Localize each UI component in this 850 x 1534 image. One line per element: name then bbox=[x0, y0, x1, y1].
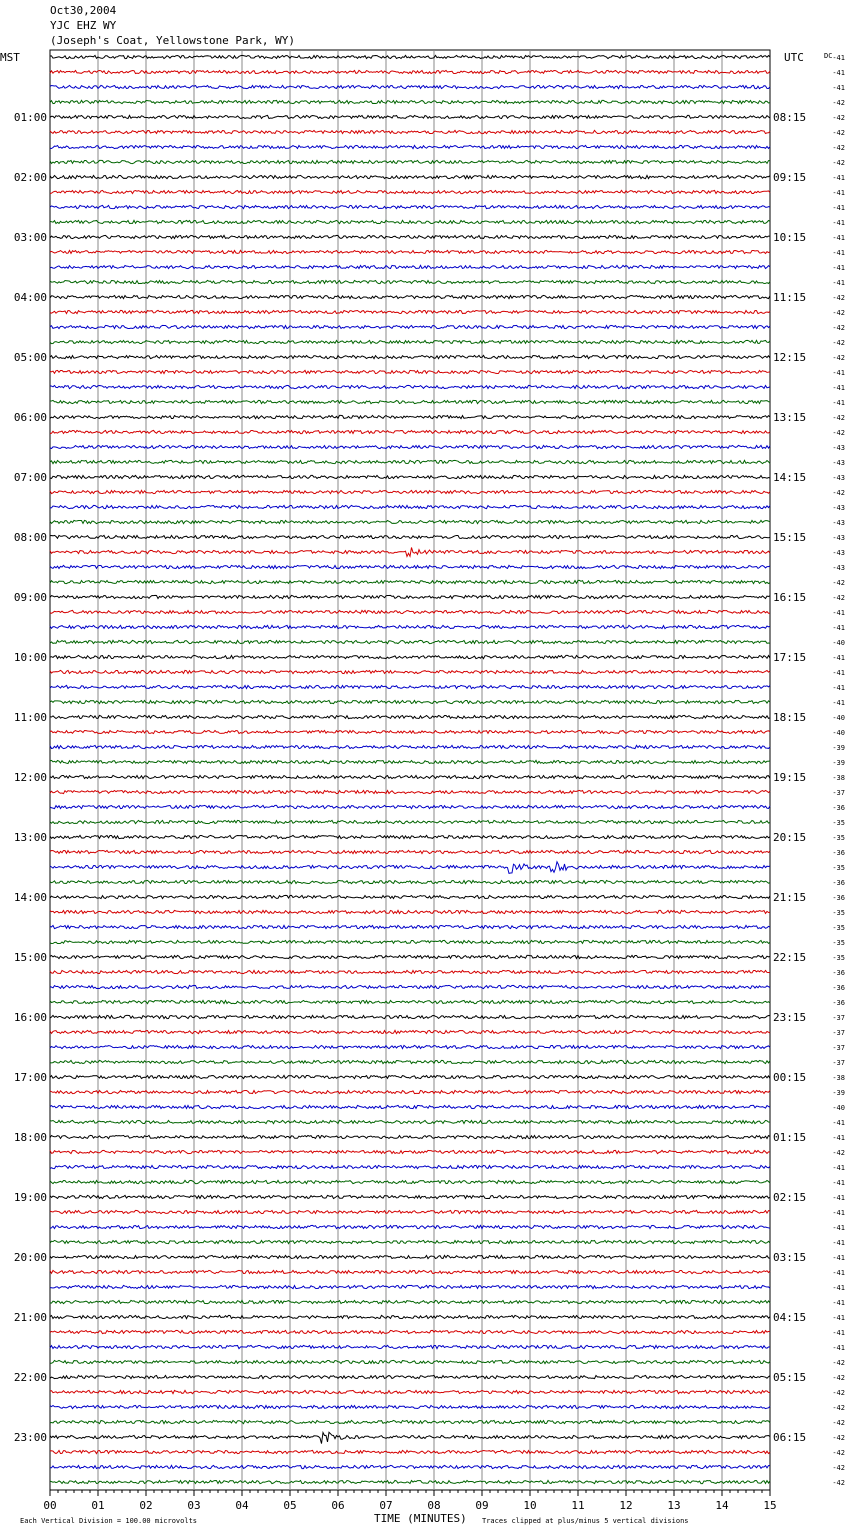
mst-hour-label: 23:00 bbox=[13, 1431, 47, 1444]
trace-row bbox=[50, 835, 770, 838]
trace-row bbox=[50, 265, 770, 268]
dc-offset-label: -35 bbox=[832, 834, 845, 842]
dc-offset-label: -35 bbox=[832, 924, 845, 932]
mst-hour-label: 07:00 bbox=[13, 471, 47, 484]
chart-labels bbox=[14, 54, 845, 1512]
dc-offset-label: -43 bbox=[832, 564, 845, 572]
x-tick-label: 09 bbox=[475, 1499, 489, 1512]
dc-offset-label: -41 bbox=[832, 1209, 845, 1217]
trace-row bbox=[50, 1345, 770, 1348]
dc-offset-label: -41 bbox=[832, 1344, 845, 1352]
trace-row bbox=[50, 1225, 770, 1228]
dc-offset-label: -36 bbox=[832, 804, 845, 812]
seismic-traces bbox=[50, 55, 770, 1483]
trace-row bbox=[50, 862, 770, 874]
trace-row bbox=[50, 1150, 770, 1153]
dc-offset-label: -42 bbox=[832, 1464, 845, 1472]
dc-offset-label: -37 bbox=[832, 1029, 845, 1037]
trace-row bbox=[50, 190, 770, 193]
mst-hour-label: 10:00 bbox=[13, 651, 47, 664]
utc-hour-label: 19:15 bbox=[773, 771, 807, 784]
trace-row bbox=[50, 475, 770, 478]
x-tick-label: 12 bbox=[619, 1499, 633, 1512]
x-tick-label: 13 bbox=[667, 1499, 681, 1512]
x-tick-label: 06 bbox=[331, 1499, 345, 1512]
dc-offset-label: -38 bbox=[832, 1074, 845, 1082]
utc-hour-label: 13:15 bbox=[773, 411, 807, 424]
mst-hour-label: 09:00 bbox=[13, 591, 47, 604]
x-tick-label: 08 bbox=[427, 1499, 441, 1512]
utc-hour-label: 14:15 bbox=[773, 471, 807, 484]
trace-row bbox=[50, 1465, 770, 1468]
dc-label: DC bbox=[824, 52, 833, 60]
dc-offset-label: -42 bbox=[832, 324, 845, 332]
utc-hour-label: 05:15 bbox=[773, 1371, 807, 1384]
trace-row bbox=[50, 400, 770, 403]
trace-row bbox=[50, 910, 770, 913]
trace-row bbox=[50, 280, 770, 283]
trace-row bbox=[50, 565, 770, 568]
x-tick-label: 04 bbox=[235, 1499, 249, 1512]
mst-hour-label: 03:00 bbox=[13, 231, 47, 244]
dc-offset-label: -43 bbox=[832, 549, 845, 557]
x-tick-label: 10 bbox=[523, 1499, 537, 1512]
trace-row bbox=[50, 1390, 770, 1393]
right-zone-label: UTC bbox=[784, 51, 804, 64]
trace-row bbox=[50, 205, 770, 208]
trace-row bbox=[50, 115, 770, 118]
dc-offset-label: -41 bbox=[832, 189, 845, 197]
trace-row bbox=[50, 1300, 770, 1303]
dc-offset-label: -41 bbox=[832, 624, 845, 632]
x-axis-title: TIME (MINUTES) bbox=[374, 1512, 467, 1525]
utc-hour-label: 23:15 bbox=[773, 1011, 807, 1024]
utc-hour-label: 20:15 bbox=[773, 831, 807, 844]
trace-row bbox=[50, 1195, 770, 1198]
trace-row bbox=[50, 1450, 770, 1453]
mst-hour-label: 05:00 bbox=[13, 351, 47, 364]
utc-hour-label: 02:15 bbox=[773, 1191, 807, 1204]
utc-hour-label: 06:15 bbox=[773, 1431, 807, 1444]
trace-row bbox=[50, 610, 770, 613]
dc-offset-label: -42 bbox=[832, 414, 845, 422]
mst-hour-label: 14:00 bbox=[13, 891, 47, 904]
trace-row bbox=[50, 655, 770, 658]
utc-hour-label: 10:15 bbox=[773, 231, 807, 244]
dc-offset-label: -41 bbox=[832, 384, 845, 392]
trace-row bbox=[50, 1060, 770, 1063]
mst-hour-label: 19:00 bbox=[13, 1191, 47, 1204]
utc-hour-label: 22:15 bbox=[773, 951, 807, 964]
trace-row bbox=[50, 1255, 770, 1258]
dc-offset-label: -42 bbox=[832, 129, 845, 137]
x-tick-label: 11 bbox=[571, 1499, 585, 1512]
trace-row bbox=[50, 595, 770, 598]
trace-row bbox=[50, 745, 770, 748]
trace-row bbox=[50, 310, 770, 313]
dc-offset-label: -43 bbox=[832, 459, 845, 467]
dc-offset-label: -41 bbox=[832, 69, 845, 77]
dc-offset-label: -41 bbox=[832, 684, 845, 692]
dc-offset-label: -42 bbox=[832, 594, 845, 602]
station-code: YJC EHZ WY bbox=[50, 19, 117, 32]
x-tick-label: 07 bbox=[379, 1499, 393, 1512]
dc-offset-label: -41 bbox=[832, 249, 845, 257]
dc-offset-label: -41 bbox=[832, 1119, 845, 1127]
dc-offset-label: -40 bbox=[832, 714, 845, 722]
trace-row bbox=[50, 640, 770, 643]
trace-row bbox=[50, 775, 770, 778]
utc-hour-label: 08:15 bbox=[773, 111, 807, 124]
dc-offset-label: -42 bbox=[832, 339, 845, 347]
trace-row bbox=[50, 970, 770, 973]
dc-offset-label: -40 bbox=[832, 639, 845, 647]
dc-offset-label: -42 bbox=[832, 1419, 845, 1427]
dc-offset-label: -41 bbox=[832, 204, 845, 212]
dc-offset-label: -41 bbox=[832, 1164, 845, 1172]
dc-offset-label: -41 bbox=[832, 84, 845, 92]
x-tick-label: 01 bbox=[91, 1499, 105, 1512]
trace-row bbox=[50, 1270, 770, 1273]
trace-row bbox=[50, 175, 770, 178]
dc-offset-label: -41 bbox=[832, 369, 845, 377]
utc-hour-label: 17:15 bbox=[773, 651, 807, 664]
dc-offset-label: -42 bbox=[832, 1449, 845, 1457]
trace-row bbox=[50, 235, 770, 238]
mst-hour-label: 21:00 bbox=[13, 1311, 47, 1324]
dc-offset-label: -43 bbox=[832, 504, 845, 512]
trace-row bbox=[50, 955, 770, 958]
dc-offset-label: -41 bbox=[832, 1179, 845, 1187]
trace-row bbox=[50, 250, 770, 253]
trace-row bbox=[50, 1180, 770, 1183]
trace-row bbox=[50, 1135, 770, 1138]
trace-row bbox=[50, 940, 770, 943]
utc-hour-label: 12:15 bbox=[773, 351, 807, 364]
dc-offset-label: -42 bbox=[832, 1149, 845, 1157]
dc-offset-label: -42 bbox=[832, 309, 845, 317]
trace-row bbox=[50, 1375, 770, 1378]
trace-row bbox=[50, 1165, 770, 1168]
trace-row bbox=[50, 490, 770, 493]
dc-offset-label: -35 bbox=[832, 939, 845, 947]
dc-offset-label: -43 bbox=[832, 534, 845, 542]
trace-row bbox=[50, 805, 770, 808]
mst-hour-label: 11:00 bbox=[13, 711, 47, 724]
dc-offset-label: -41 bbox=[832, 1284, 845, 1292]
trace-row bbox=[50, 1480, 770, 1483]
dc-offset-label: -41 bbox=[832, 669, 845, 677]
trace-row bbox=[50, 430, 770, 433]
trace-row bbox=[50, 625, 770, 628]
recording-date: Oct30,2004 bbox=[50, 4, 117, 17]
trace-row bbox=[50, 895, 770, 898]
utc-hour-label: 03:15 bbox=[773, 1251, 807, 1264]
dc-offset-label: -36 bbox=[832, 999, 845, 1007]
dc-offset-label: -41 bbox=[832, 1254, 845, 1262]
dc-offset-label: -40 bbox=[832, 729, 845, 737]
dc-offset-label: -42 bbox=[832, 1434, 845, 1442]
dc-offset-label: -39 bbox=[832, 759, 845, 767]
dc-offset-label: -41 bbox=[832, 279, 845, 287]
utc-hour-label: 21:15 bbox=[773, 891, 807, 904]
trace-row bbox=[50, 820, 770, 823]
dc-offset-label: -41 bbox=[832, 264, 845, 272]
dc-offset-label: -37 bbox=[832, 789, 845, 797]
dc-offset-label: -36 bbox=[832, 894, 845, 902]
trace-row bbox=[50, 445, 770, 448]
mst-hour-label: 12:00 bbox=[13, 771, 47, 784]
trace-row bbox=[50, 1360, 770, 1363]
dc-offset-label: -42 bbox=[832, 429, 845, 437]
dc-offset-label: -41 bbox=[832, 234, 845, 242]
trace-row bbox=[50, 70, 770, 73]
dc-offset-label: -39 bbox=[832, 1089, 845, 1097]
trace-row bbox=[50, 1015, 770, 1018]
dc-offset-label: -42 bbox=[832, 159, 845, 167]
dc-offset-label: -35 bbox=[832, 954, 845, 962]
dc-offset-label: -41 bbox=[832, 1134, 845, 1142]
scale-note: Each Vertical Division = 100.00 microvolts bbox=[20, 1517, 198, 1525]
x-tick-label: 15 bbox=[763, 1499, 777, 1512]
trace-row bbox=[50, 505, 770, 508]
trace-row bbox=[50, 1405, 770, 1408]
mst-hour-label: 13:00 bbox=[13, 831, 47, 844]
utc-hour-label: 04:15 bbox=[773, 1311, 807, 1324]
trace-row bbox=[50, 1105, 770, 1108]
trace-row bbox=[50, 760, 770, 763]
mst-hour-label: 22:00 bbox=[13, 1371, 47, 1384]
trace-row bbox=[50, 370, 770, 373]
trace-row bbox=[50, 100, 770, 103]
trace-row bbox=[50, 160, 770, 163]
trace-row bbox=[50, 1330, 770, 1333]
dc-offset-label: -41 bbox=[832, 1224, 845, 1232]
dc-offset-label: -41 bbox=[832, 1299, 845, 1307]
plot-frame bbox=[50, 50, 770, 1490]
trace-row bbox=[50, 1120, 770, 1123]
dc-offset-label: -35 bbox=[832, 909, 845, 917]
trace-row bbox=[50, 700, 770, 703]
dc-offset-label: -41 bbox=[832, 219, 845, 227]
mst-hour-label: 08:00 bbox=[13, 531, 47, 544]
trace-row bbox=[50, 460, 770, 463]
trace-row bbox=[50, 880, 770, 883]
trace-row bbox=[50, 1030, 770, 1033]
dc-offset-label: -41 bbox=[832, 1269, 845, 1277]
utc-hour-label: 18:15 bbox=[773, 711, 807, 724]
dc-offset-label: -42 bbox=[832, 1404, 845, 1412]
trace-row bbox=[50, 1000, 770, 1003]
dc-offset-label: -37 bbox=[832, 1059, 845, 1067]
dc-offset-label: -42 bbox=[832, 354, 845, 362]
dc-offset-label: -42 bbox=[832, 1374, 845, 1382]
utc-hour-label: 16:15 bbox=[773, 591, 807, 604]
x-tick-label: 03 bbox=[187, 1499, 201, 1512]
dc-offset-label: -41 bbox=[832, 654, 845, 662]
utc-hour-label: 00:15 bbox=[773, 1071, 807, 1084]
dc-offset-label: -36 bbox=[832, 879, 845, 887]
dc-offset-label: -41 bbox=[832, 54, 845, 62]
dc-offset-label: -43 bbox=[832, 444, 845, 452]
dc-offset-label: -41 bbox=[832, 1329, 845, 1337]
trace-row bbox=[50, 220, 770, 223]
trace-row bbox=[50, 670, 770, 673]
dc-offset-label: -43 bbox=[832, 474, 845, 482]
trace-row bbox=[50, 548, 770, 557]
dc-offset-label: -36 bbox=[832, 984, 845, 992]
trace-row bbox=[50, 325, 770, 328]
dc-offset-label: -42 bbox=[832, 1479, 845, 1487]
trace-row bbox=[50, 1432, 770, 1443]
dc-offset-label: -36 bbox=[832, 849, 845, 857]
dc-offset-label: -37 bbox=[832, 1014, 845, 1022]
trace-row bbox=[50, 985, 770, 988]
trace-row bbox=[50, 295, 770, 298]
x-tick-label: 14 bbox=[715, 1499, 729, 1512]
dc-offset-label: -41 bbox=[832, 174, 845, 182]
utc-hour-label: 15:15 bbox=[773, 531, 807, 544]
trace-row bbox=[50, 355, 770, 358]
x-tick-label: 00 bbox=[43, 1499, 57, 1512]
mst-hour-label: 04:00 bbox=[13, 291, 47, 304]
trace-row bbox=[50, 340, 770, 343]
mst-hour-label: 01:00 bbox=[13, 111, 47, 124]
dc-offset-label: -40 bbox=[832, 1104, 845, 1112]
utc-hour-label: 09:15 bbox=[773, 171, 807, 184]
dc-offset-label: -41 bbox=[832, 699, 845, 707]
trace-row bbox=[50, 1210, 770, 1213]
clip-note: Traces clipped at plus/minus 5 vertical divisions bbox=[482, 1517, 689, 1525]
station-location: (Joseph's Coat, Yellowstone Park, WY) bbox=[50, 34, 296, 47]
x-tick-label: 02 bbox=[139, 1499, 153, 1512]
trace-row bbox=[50, 1315, 770, 1318]
utc-hour-label: 01:15 bbox=[773, 1131, 807, 1144]
dc-offset-label: -42 bbox=[832, 1359, 845, 1367]
dc-offset-label: -35 bbox=[832, 864, 845, 872]
trace-row bbox=[50, 715, 770, 718]
dc-offset-label: -41 bbox=[832, 609, 845, 617]
mst-hour-label: 02:00 bbox=[13, 171, 47, 184]
dc-offset-label: -43 bbox=[832, 519, 845, 527]
trace-row bbox=[50, 130, 770, 133]
dc-offset-label: -42 bbox=[832, 1389, 845, 1397]
trace-row bbox=[50, 1420, 770, 1423]
dc-offset-label: -41 bbox=[832, 1314, 845, 1322]
trace-row bbox=[50, 925, 770, 928]
trace-row bbox=[50, 685, 770, 688]
trace-row bbox=[50, 1285, 770, 1288]
dc-offset-label: -39 bbox=[832, 744, 845, 752]
trace-row bbox=[50, 1090, 770, 1093]
trace-row bbox=[50, 580, 770, 583]
trace-row bbox=[50, 415, 770, 418]
mst-hour-label: 20:00 bbox=[13, 1251, 47, 1264]
mst-hour-label: 06:00 bbox=[13, 411, 47, 424]
x-tick-label: 05 bbox=[283, 1499, 297, 1512]
dc-offset-label: -42 bbox=[832, 489, 845, 497]
trace-row bbox=[50, 1045, 770, 1048]
dc-offset-label: -37 bbox=[832, 1044, 845, 1052]
mst-hour-label: 17:00 bbox=[13, 1071, 47, 1084]
dc-offset-label: -36 bbox=[832, 969, 845, 977]
trace-row bbox=[50, 1240, 770, 1243]
dc-offset-label: -42 bbox=[832, 114, 845, 122]
dc-offset-label: -41 bbox=[832, 399, 845, 407]
dc-offset-label: -41 bbox=[832, 1239, 845, 1247]
trace-row bbox=[50, 535, 770, 538]
dc-offset-label: -41 bbox=[832, 1194, 845, 1202]
mst-hour-label: 15:00 bbox=[13, 951, 47, 964]
trace-row bbox=[50, 520, 770, 523]
dc-offset-label: -35 bbox=[832, 819, 845, 827]
trace-row bbox=[50, 55, 770, 58]
dc-offset-label: -42 bbox=[832, 144, 845, 152]
mst-hour-label: 18:00 bbox=[13, 1131, 47, 1144]
trace-row bbox=[50, 730, 770, 733]
trace-row bbox=[50, 145, 770, 148]
dc-offset-label: -42 bbox=[832, 99, 845, 107]
dc-offset-label: -42 bbox=[832, 294, 845, 302]
left-zone-label: MST bbox=[0, 51, 20, 64]
trace-row bbox=[50, 85, 770, 88]
mst-hour-label: 16:00 bbox=[13, 1011, 47, 1024]
trace-row bbox=[50, 385, 770, 388]
trace-row bbox=[50, 850, 770, 853]
utc-hour-label: 11:15 bbox=[773, 291, 807, 304]
trace-row bbox=[50, 790, 770, 793]
trace-row bbox=[50, 1075, 770, 1078]
dc-offset-label: -38 bbox=[832, 774, 845, 782]
dc-offset-label: -42 bbox=[832, 579, 845, 587]
